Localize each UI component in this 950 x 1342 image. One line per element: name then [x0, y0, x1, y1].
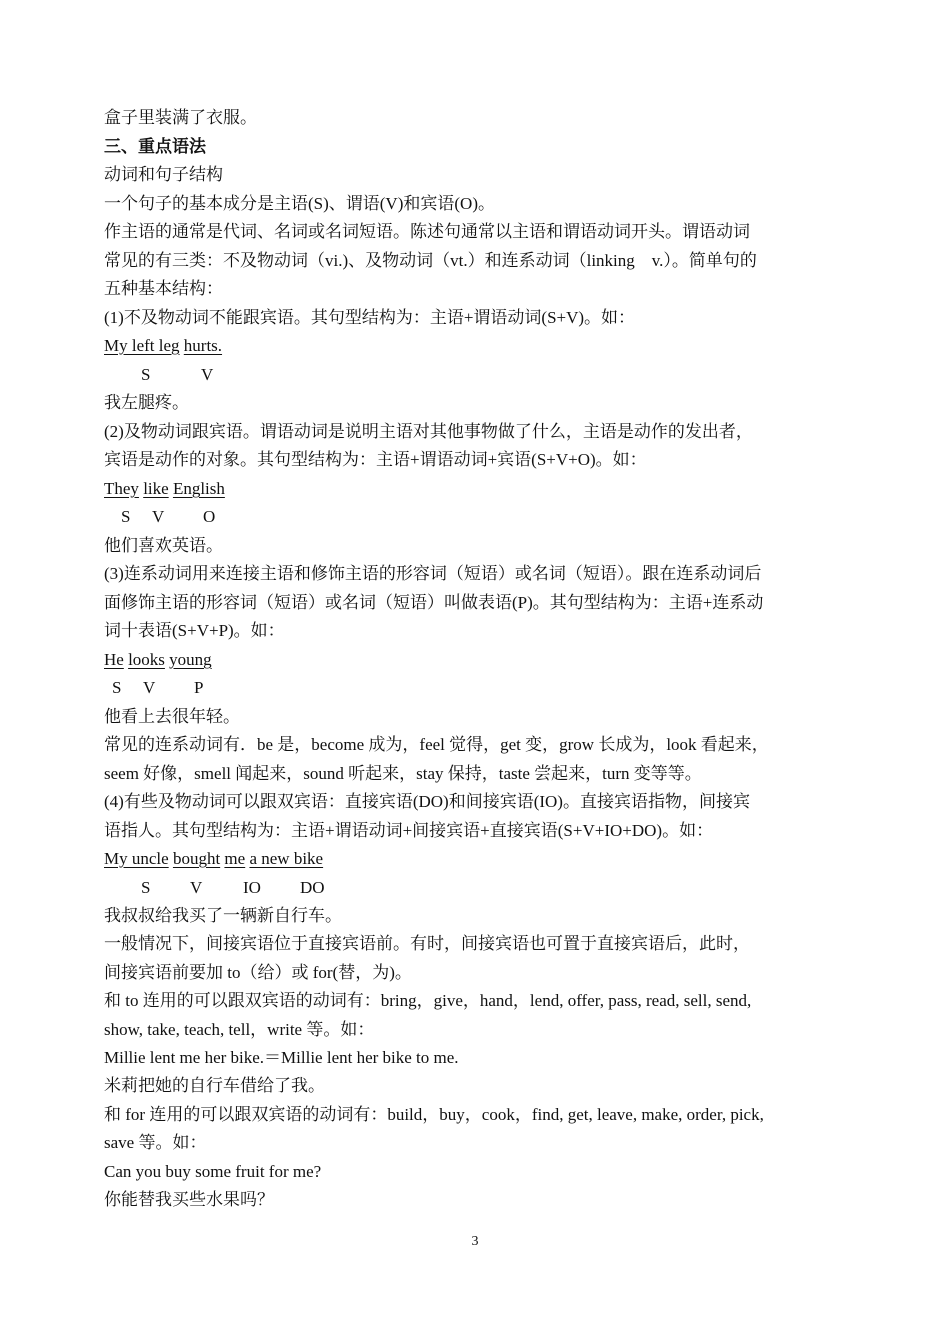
example-3-label-s: S — [112, 678, 122, 697]
rule-3: (3)连系动词用来连接主语和修饰主语的形容词（短语）或名词（短语）。跟在连系动词后 — [104, 564, 762, 583]
example-sentence: Millie lent me her bike.＝Millie lent her bike to me. — [104, 1048, 459, 1067]
text-line: 语指人。其句型结构为：主语+谓语动词+间接宾语+直接宾语(S+V+IO+DO)。如： — [104, 821, 714, 840]
example-sentence-1 — [104, 335, 222, 357]
text-line: 一个句子的基本成分是主语(S)、谓语(V)和宾语(O)。 — [104, 194, 495, 213]
example-4-verb: bought — [172, 849, 221, 868]
example-sentence: Can you buy some fruit for me? — [104, 1162, 322, 1181]
example-4-indirect-object: me — [224, 849, 246, 868]
section-heading: 三、重点语法 — [104, 137, 206, 156]
example-1-subject: My left leg — [104, 336, 180, 355]
text-line: show, take, teach, tell，write 等。如： — [104, 1020, 375, 1039]
example-2-verb: like — [143, 479, 169, 498]
text-line: 一般情况下，间接宾语位于直接宾语前。有时，间接宾语也可置于直接宾语后，此时， — [104, 934, 750, 953]
example-1-verb: hurts. — [183, 336, 223, 355]
example-4-direct-object: a new bike — [249, 849, 324, 868]
example-3-label-v: V — [143, 678, 156, 697]
text-line: 作主语的通常是代词、名词或名词短语。陈述句通常以主语和谓语动词开头。谓语动词 — [104, 222, 750, 241]
text-line: 五种基本结构： — [104, 279, 223, 298]
example-sentence-4 — [104, 848, 323, 870]
translation: 米莉把她的自行车借给了我。 — [104, 1076, 325, 1095]
example-4-label-do: DO — [300, 878, 325, 897]
text-line: 盒子里装满了衣服。 — [104, 108, 257, 127]
example-4-label-v: V — [190, 878, 203, 897]
text-line: 宾语是动作的对象。其句型结构为：主语+谓语动词+宾语(S+V+O)。如： — [104, 450, 647, 469]
text-line: 常见的连系动词有．be 是，become 成为，feel 觉得，get 变，grow 长成为，look 看起来， — [104, 735, 769, 754]
example-4-subject: My uncle — [104, 849, 169, 868]
example-2-label-o: O — [203, 507, 216, 526]
rule-1: (1)不及物动词不能跟宾语。其句型结构为：主语+谓语动词(S+V)。如： — [104, 308, 636, 327]
translation: 你能替我买些水果吗？ — [104, 1190, 274, 1209]
example-3-label-p: P — [194, 678, 204, 697]
text-line: 和 to 连用的可以跟双宾语的动词有：bring，give，hand，lend, offer, pass, read, sell, send, — [104, 991, 752, 1010]
example-4-label-io: IO — [243, 878, 261, 897]
example-1-label-v: V — [201, 365, 214, 384]
rule-2: (2)及物动词跟宾语。谓语动词是说明主语对其他事物做了什么，主语是动作的发出者， — [104, 422, 753, 441]
page-number: 3 — [471, 1234, 479, 1249]
translation: 他们喜欢英语。 — [104, 536, 223, 555]
translation: 我叔叔给我买了一辆新自行车。 — [104, 906, 342, 925]
example-4-label-s: S — [141, 878, 151, 897]
translation: 他看上去很年轻。 — [104, 707, 240, 726]
example-3-verb: looks — [128, 650, 165, 669]
text-line: 和 for 连用的可以跟双宾语的动词有：build，buy，cook，find, get, leave, make, order, pick, — [104, 1105, 764, 1124]
example-2-subject: They — [104, 479, 139, 498]
example-2-object: English — [172, 479, 225, 498]
text-line: save 等。如： — [104, 1133, 207, 1152]
text-line: 面修饰主语的形容词（短语）或名词（短语）叫做表语(P)。其句型结构为：主语+连系动 — [104, 593, 764, 612]
example-sentence-3 — [104, 649, 212, 671]
rule-4: (4)有些及物动词可以跟双宾语：直接宾语(DO)和间接宾语(IO)。直接宾语指物，间接宾 — [104, 792, 750, 811]
translation: 我左腿疼。 — [104, 393, 189, 412]
text-line: 词十表语(S+V+P)。如： — [104, 621, 285, 640]
topic-title: 动词和句子结构 — [104, 165, 223, 184]
example-sentence-2 — [104, 478, 225, 500]
example-2-label-s: S — [121, 507, 131, 526]
example-3-subject: He — [104, 650, 124, 669]
text-line: 间接宾语前要加 to（给）或 for(替，为)。 — [104, 963, 412, 982]
example-2-label-v: V — [152, 507, 165, 526]
text-line: seem 好像，smell 闻起来，sound 听起来，stay 保持，taste 尝起来，turn 变等等。 — [104, 764, 702, 783]
text-line: 常见的有三类：不及物动词（vi.)、及物动词（vt.）和连系动词（linking v.）。简单句的 — [104, 251, 757, 270]
example-1-label-s: S — [141, 365, 151, 384]
example-3-predicative: young — [169, 650, 212, 669]
